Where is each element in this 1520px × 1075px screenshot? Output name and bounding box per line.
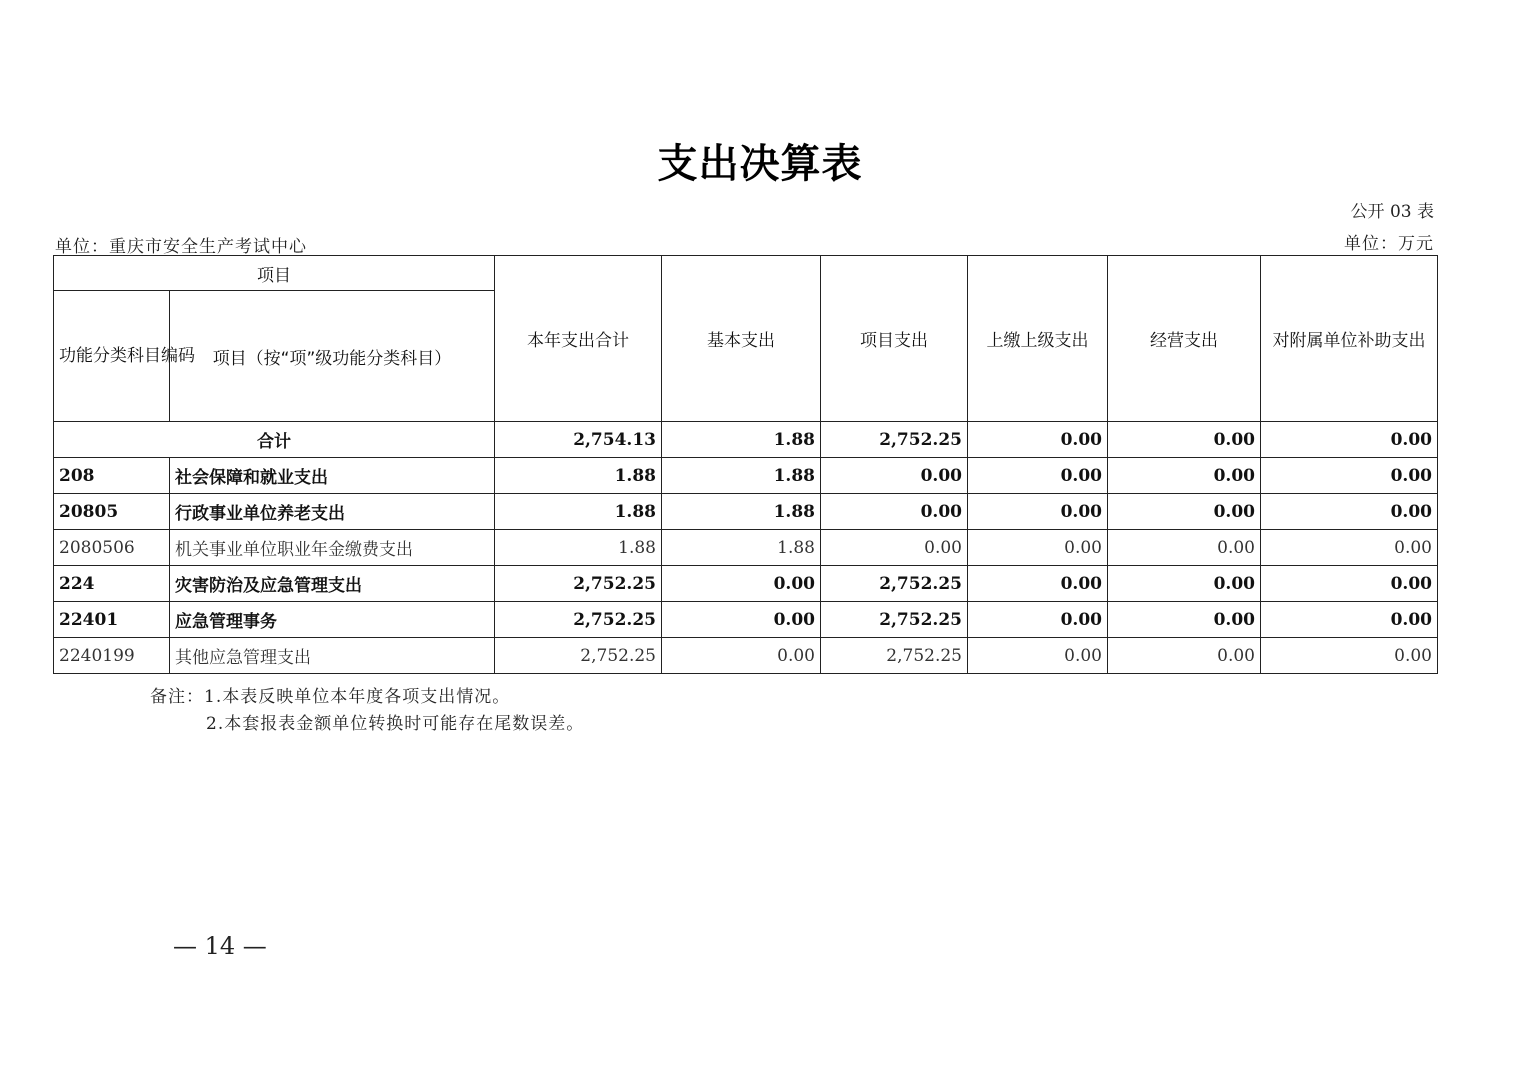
row-subsidy: 0.00 [1261, 638, 1438, 674]
total-amount: 2,754.13 [495, 422, 662, 458]
row-upper: 0.00 [968, 530, 1108, 566]
row-subsidy: 0.00 [1261, 458, 1438, 494]
row-project: 0.00 [821, 494, 968, 530]
table-row [54, 458, 1438, 494]
row-business: 0.00 [1108, 530, 1261, 566]
total-basic: 1.88 [662, 422, 821, 458]
row-name: 应急管理事务 [170, 602, 495, 638]
row-subsidy: 0.00 [1261, 530, 1438, 566]
row-business: 0.00 [1108, 638, 1261, 674]
total-project: 2,752.25 [821, 422, 968, 458]
header-business: 经营支出 [1108, 256, 1261, 422]
row-basic: 1.88 [662, 458, 821, 494]
row-upper: 0.00 [968, 458, 1108, 494]
row-basic: 1.88 [662, 530, 821, 566]
row-name: 灾害防治及应急管理支出 [170, 566, 495, 602]
row-upper: 0.00 [968, 566, 1108, 602]
row-code: 224 [54, 566, 170, 602]
header-upper: 上缴上级支出 [968, 256, 1108, 422]
row-total: 1.88 [495, 494, 662, 530]
total-row [54, 422, 1438, 458]
row-basic: 0.00 [662, 566, 821, 602]
header-total: 本年支出合计 [495, 256, 662, 422]
row-name: 机关事业单位职业年金缴费支出 [170, 530, 495, 566]
form-number: 公开 03 表 [1350, 202, 1434, 222]
row-business: 0.00 [1108, 458, 1261, 494]
row-name: 其他应急管理支出 [170, 638, 495, 674]
note-line-2: 2.本套报表金额单位转换时可能存在尾数误差。 [206, 714, 585, 734]
row-name: 行政事业单位养老支出 [170, 494, 495, 530]
row-subsidy: 0.00 [1261, 602, 1438, 638]
row-business: 0.00 [1108, 602, 1261, 638]
row-upper: 0.00 [968, 494, 1108, 530]
total-subsidy: 0.00 [1261, 422, 1438, 458]
page-title: 支出决算表 [657, 140, 863, 187]
row-total: 2,752.25 [495, 602, 662, 638]
row-total: 1.88 [495, 530, 662, 566]
row-project: 0.00 [821, 530, 968, 566]
header-project: 项目支出 [821, 256, 968, 422]
row-code: 22401 [54, 602, 170, 638]
reporting-unit: 单位：重庆市安全生产考试中心 [55, 237, 307, 257]
row-total: 1.88 [495, 458, 662, 494]
row-upper: 0.00 [968, 638, 1108, 674]
table-row [54, 494, 1438, 530]
row-basic: 1.88 [662, 494, 821, 530]
row-basic: 0.00 [662, 638, 821, 674]
table-row [54, 602, 1438, 638]
row-project: 2,752.25 [821, 638, 968, 674]
expenditure-table [53, 255, 1438, 674]
row-code: 2240199 [54, 638, 170, 674]
row-business: 0.00 [1108, 494, 1261, 530]
row-total: 2,752.25 [495, 638, 662, 674]
total-upper: 0.00 [968, 422, 1108, 458]
table-row [54, 530, 1438, 566]
row-name: 社会保障和就业支出 [170, 458, 495, 494]
note-line-1: 备注：1.本表反映单位本年度各项支出情况。 [150, 687, 511, 707]
table-row [54, 638, 1438, 674]
row-basic: 0.00 [662, 602, 821, 638]
row-business: 0.00 [1108, 566, 1261, 602]
row-upper: 0.00 [968, 602, 1108, 638]
header-row-1 [54, 256, 1438, 291]
row-subsidy: 0.00 [1261, 494, 1438, 530]
row-project: 0.00 [821, 458, 968, 494]
row-code: 20805 [54, 494, 170, 530]
table-row [54, 566, 1438, 602]
total-label: 合计 [54, 422, 495, 458]
row-code: 208 [54, 458, 170, 494]
row-project: 2,752.25 [821, 566, 968, 602]
total-business: 0.00 [1108, 422, 1261, 458]
currency-unit: 单位：万元 [1344, 234, 1434, 254]
header-subsidy: 对附属单位补助支出 [1261, 256, 1438, 422]
row-total: 2,752.25 [495, 566, 662, 602]
header-code: 功能分类科目编码 [54, 291, 170, 422]
row-subsidy: 0.00 [1261, 566, 1438, 602]
header-item-group: 项目 [54, 256, 495, 291]
header-basic: 基本支出 [662, 256, 821, 422]
page-number: — 14 — [173, 932, 267, 960]
row-project: 2,752.25 [821, 602, 968, 638]
row-code: 2080506 [54, 530, 170, 566]
header-name: 项目（按“项”级功能分类科目） [170, 291, 495, 422]
